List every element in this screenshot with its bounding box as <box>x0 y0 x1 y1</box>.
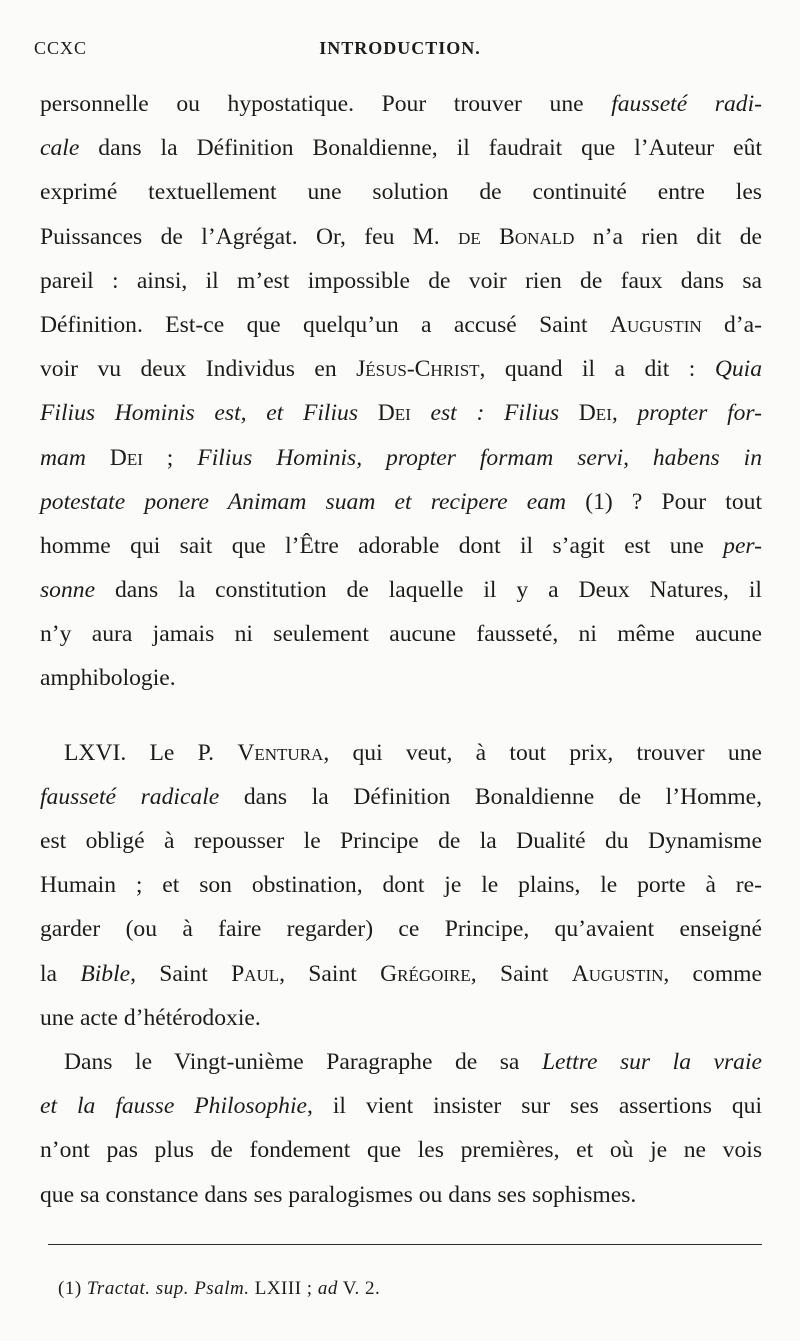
text-run: Dans le Vingt-unième Paragraphe de sa <box>64 1048 542 1075</box>
text-run: sonne <box>40 577 96 604</box>
text-run: personnelle ou hypostatique. Pour trouver une <box>40 91 612 117</box>
text-run: cale <box>40 135 80 162</box>
text-run: voir vu deux Individus en <box>40 356 357 383</box>
text-run: , Saint <box>279 960 381 987</box>
text-line <box>40 952 762 996</box>
text-line <box>40 1173 762 1217</box>
footnote-rule <box>48 1244 762 1245</box>
text-line <box>40 731 762 775</box>
running-title: INTRODUCTION. <box>319 38 481 58</box>
text-run: n’y aura jamais ni seulement aucune fausseté, ni même aucune <box>40 621 762 648</box>
text-run: garder (ou à faire regarder) ce Principe, qu’avaient enseigné <box>40 916 762 943</box>
text-line <box>40 819 762 863</box>
text-run: dans la Définition Bonaldienne, il faudrait que l’Auteur eût <box>79 135 762 162</box>
text-line <box>40 303 762 347</box>
text-run: dans la constitution de laquelle il y a Deux Natures, il <box>95 577 762 604</box>
text-run: potestate ponere Animam suam et recipere eam <box>40 488 567 515</box>
text-run: Grégoire <box>380 960 471 987</box>
text-line <box>40 775 762 819</box>
text-line <box>40 612 762 656</box>
text-run: Jésus-Christ <box>356 356 480 383</box>
text-run: Dei <box>578 400 612 427</box>
text-run: Dei <box>377 400 411 427</box>
text-run: Dei <box>109 444 143 471</box>
text-line <box>40 259 762 303</box>
text-run: Puissances de l’Agrégat. Or, feu M. <box>40 223 459 250</box>
text-run: LXVI. Le P. <box>64 739 238 766</box>
text-run: ad <box>317 1278 338 1299</box>
text-run: LXIII ; <box>249 1278 318 1299</box>
text-line <box>40 391 762 435</box>
text-line <box>40 863 762 907</box>
text-line <box>40 524 762 568</box>
text-run: Ventura <box>237 739 324 766</box>
text-run: Augustin <box>571 960 664 987</box>
text-line <box>40 215 762 259</box>
text-run: pareil : ainsi, il m’est impossible de voir rien de faux dans sa <box>40 267 762 294</box>
text-run: d’a- <box>701 311 762 338</box>
text-line <box>40 996 762 1040</box>
text-run: et la fausse Philosophie <box>40 1093 307 1120</box>
text-line <box>40 656 762 700</box>
text-run: Filius Hominis, propter formam servi, habens in <box>197 444 762 471</box>
paragraph-gap <box>40 701 762 731</box>
text-line <box>40 1084 762 1128</box>
text-run: Lettre sur la vraie <box>541 1048 762 1075</box>
text-line <box>40 436 762 480</box>
text-run: V. 2. <box>337 1278 381 1299</box>
page-number: CCXC <box>34 38 88 58</box>
text-run: la <box>40 960 81 987</box>
text-run: n’a rien dit de <box>574 223 762 250</box>
text-run: homme qui sait que l’Être adorable dont il s’agit est une <box>40 532 724 559</box>
text-run: , quand il a dit : <box>479 356 715 383</box>
text-run: , Saint <box>470 960 572 987</box>
text-run: amphibologie. <box>40 665 176 692</box>
text-run: , qui veut, à tout prix, trouver une <box>323 739 762 766</box>
text-line <box>40 126 762 170</box>
text-run: Paul <box>231 960 280 987</box>
text-run: Définition. Est-ce que quelqu’un a accusé Saint <box>40 311 610 338</box>
text-line <box>40 568 762 612</box>
text-run: exprimé textuellement une solution de continuité entre les <box>40 179 762 206</box>
text-run: , propter for- <box>611 400 762 427</box>
page-header <box>34 32 766 62</box>
text-run: Quia <box>714 356 762 383</box>
text-run: n’ont pas plus de fondement que les premières, et où je ne vois <box>40 1137 762 1164</box>
text-run: Augustin <box>609 311 702 338</box>
text-line <box>40 1128 762 1172</box>
text-run: mam <box>40 444 110 471</box>
text-run: Bible <box>80 960 131 987</box>
text-line <box>40 347 762 391</box>
text-run: Filius Hominis est, et Filius <box>40 400 378 427</box>
text-run: Tractat. sup. Psalm. <box>86 1278 250 1299</box>
text-run: ; <box>142 444 198 471</box>
text-run: dans la Définition Bonaldienne de l’Homme, <box>219 783 762 810</box>
text-run: (1) ? Pour tout <box>566 488 762 515</box>
text-line <box>40 907 762 951</box>
text-run: (1) <box>58 1278 87 1299</box>
text-line <box>40 1040 762 1084</box>
footnote <box>58 1278 380 1300</box>
text-run: est : Filius <box>410 400 579 427</box>
text-line <box>40 82 762 126</box>
text-run: per- <box>723 532 762 559</box>
text-line <box>40 480 762 524</box>
text-run: , il vient insister sur ses assertions qui <box>307 1093 763 1120</box>
text-run: fausseté radicale <box>40 783 220 810</box>
text-run: fausseté radi- <box>611 91 762 117</box>
body-text <box>40 82 762 1217</box>
text-run: est obligé à repousser le Principe de la Dualité du Dynamisme <box>40 828 762 854</box>
text-run: de Bonald <box>458 223 575 250</box>
text-run: Humain ; et son obstination, dont je le plains, le porte à re- <box>40 872 762 899</box>
text-line <box>40 170 762 214</box>
text-run: une acte d’hétérodoxie. <box>40 1004 261 1031</box>
text-run: , Saint <box>130 960 232 987</box>
text-run: que sa constance dans ses paralogismes ou dans ses sophismes. <box>40 1181 637 1208</box>
text-run: , comme <box>663 960 763 987</box>
